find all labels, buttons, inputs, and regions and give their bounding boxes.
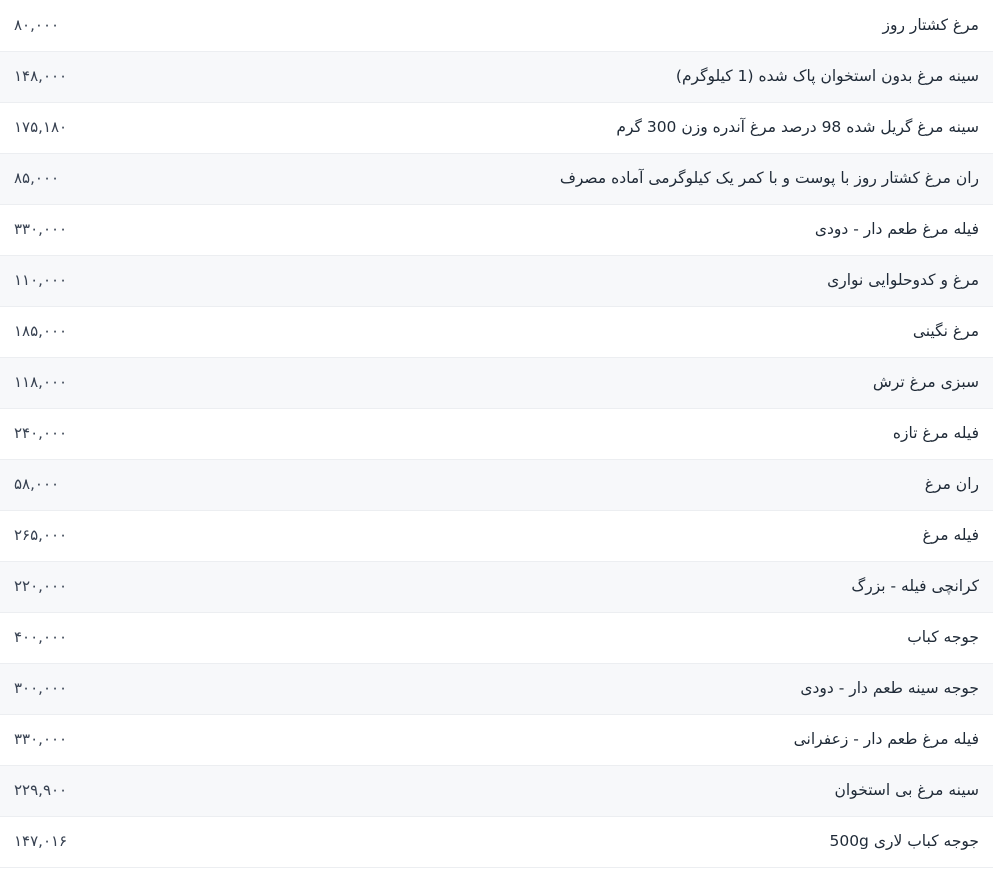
product-name-cell: سینه مرغ بی استخوان [188, 765, 993, 816]
product-price-cell: ۸۰,۰۰۰ [0, 0, 188, 51]
product-name-cell: ران مرغ کشتار روز با پوست و با کمر یک کیلوگرمی آماده مصرف [188, 153, 993, 204]
product-name-cell: فیله مرغ تازه [188, 408, 993, 459]
product-name-cell: مرغ نگینی [188, 306, 993, 357]
product-price-cell: ۱۴۷,۰۱۶ [0, 816, 188, 867]
product-price-cell: ۱۴۸,۰۰۰ [0, 51, 188, 102]
product-name-cell: سینه مرغ گریل شده 98 درصد مرغ آندره وزن 300 گرم [188, 102, 993, 153]
product-price-cell: ۳۳۰,۰۰۰ [0, 204, 188, 255]
table-row[interactable] [0, 561, 993, 612]
table-row[interactable] [0, 102, 993, 153]
product-name-cell: مرغ و کدوحلوایی نواری [188, 255, 993, 306]
product-name-cell: سینه مرغ بدون استخوان پاک شده (1 کیلوگرم) [188, 51, 993, 102]
table-row[interactable] [0, 306, 993, 357]
product-price-cell: ۲۶۵,۰۰۰ [0, 510, 188, 561]
product-name-cell: جوجه کباب لاری 500g [188, 816, 993, 867]
product-price-cell: ۱۱۸,۰۰۰ [0, 357, 188, 408]
table-row[interactable] [0, 0, 993, 51]
table-row[interactable] [0, 51, 993, 102]
table-row[interactable] [0, 204, 993, 255]
table-row[interactable] [0, 357, 993, 408]
product-price-cell: ۳۰۰,۰۰۰ [0, 663, 188, 714]
product-price-cell: ۱۸۵,۰۰۰ [0, 306, 188, 357]
product-name-cell: سبزی مرغ ترش [188, 357, 993, 408]
table-row[interactable] [0, 510, 993, 561]
product-price-cell: ۸۵,۰۰۰ [0, 153, 188, 204]
table-row[interactable] [0, 663, 993, 714]
table-row[interactable] [0, 153, 993, 204]
product-price-cell: ۵۸,۰۰۰ [0, 459, 188, 510]
table-row[interactable] [0, 612, 993, 663]
table-row[interactable] [0, 714, 993, 765]
table-row[interactable] [0, 255, 993, 306]
table-row[interactable] [0, 459, 993, 510]
product-price-cell: ۱۷۵,۱۸۰ [0, 102, 188, 153]
product-price-cell: ۲۲۰,۰۰۰ [0, 561, 188, 612]
product-price-cell: ۴۰۰,۰۰۰ [0, 612, 188, 663]
product-name-cell: فیله مرغ طعم دار - زعفرانی [188, 714, 993, 765]
product-name-cell: جوجه سینه طعم دار - دودی [188, 663, 993, 714]
product-price-cell: ۳۳۰,۰۰۰ [0, 714, 188, 765]
product-name-cell: ران مرغ [188, 459, 993, 510]
product-price-cell: ۲۲۹,۹۰۰ [0, 765, 188, 816]
product-name-cell: فیله مرغ [188, 510, 993, 561]
product-name-cell: کرانچی فیله - بزرگ [188, 561, 993, 612]
product-name-cell: فیله مرغ طعم دار - دودی [188, 204, 993, 255]
product-price-cell: ۲۴۰,۰۰۰ [0, 408, 188, 459]
product-name-cell: مرغ کشتار روز [188, 0, 993, 51]
product-price-cell: ۱۱۰,۰۰۰ [0, 255, 188, 306]
product-name-cell: جوجه کباب [188, 612, 993, 663]
table-row[interactable] [0, 816, 993, 867]
table-row[interactable] [0, 408, 993, 459]
table-row[interactable] [0, 765, 993, 816]
